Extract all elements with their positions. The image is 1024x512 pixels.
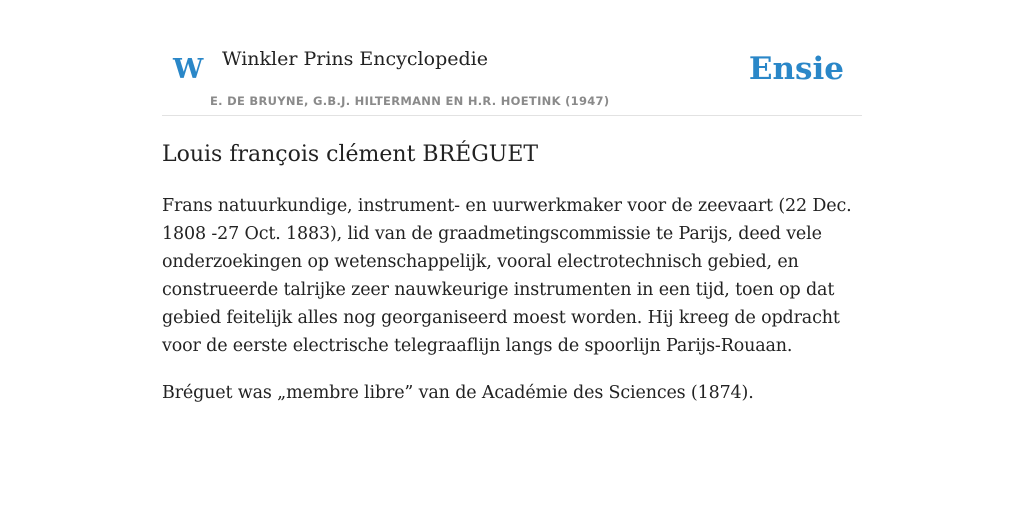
source-header: [162, 0, 862, 116]
source-title[interactable]: Winkler Prins Encyclopedie: [222, 48, 488, 70]
article-paragraph: Frans natuurkundige, instrument- en uurwerkmaker voor de zeevaart (22 Dec. 1808 -27 Oct. 1883), lid van de graadmetingscommissie te Parijs, deed vele onderzoekingen op wetenschappelijk, vooral electrotechnisch gebied, en construeerde talrijke zeer nauwkeurige instrumenten in een tijd, toen op dat gebied feitelijk alles nog georganiseerd moest worden. Hij kreeg de opdracht voor de eerste electrische telegraaflijn langs de spoorlijn Parijs-Rouaan.: [162, 196, 852, 356]
article-body: [162, 192, 862, 426]
page: [162, 0, 862, 512]
source-authors: E. DE BRUYNE, G.B.J. HILTERMANN EN H.R. HOETINK (1947): [210, 94, 610, 108]
article-title: Louis françois clément BRÉGUET: [162, 142, 539, 167]
source-logo[interactable]: W: [173, 54, 204, 85]
brand-logo-link[interactable]: Ensie: [748, 51, 844, 87]
article-paragraph: Bréguet was „membre libre” van de Académie des Sciences (1874).: [162, 383, 754, 403]
